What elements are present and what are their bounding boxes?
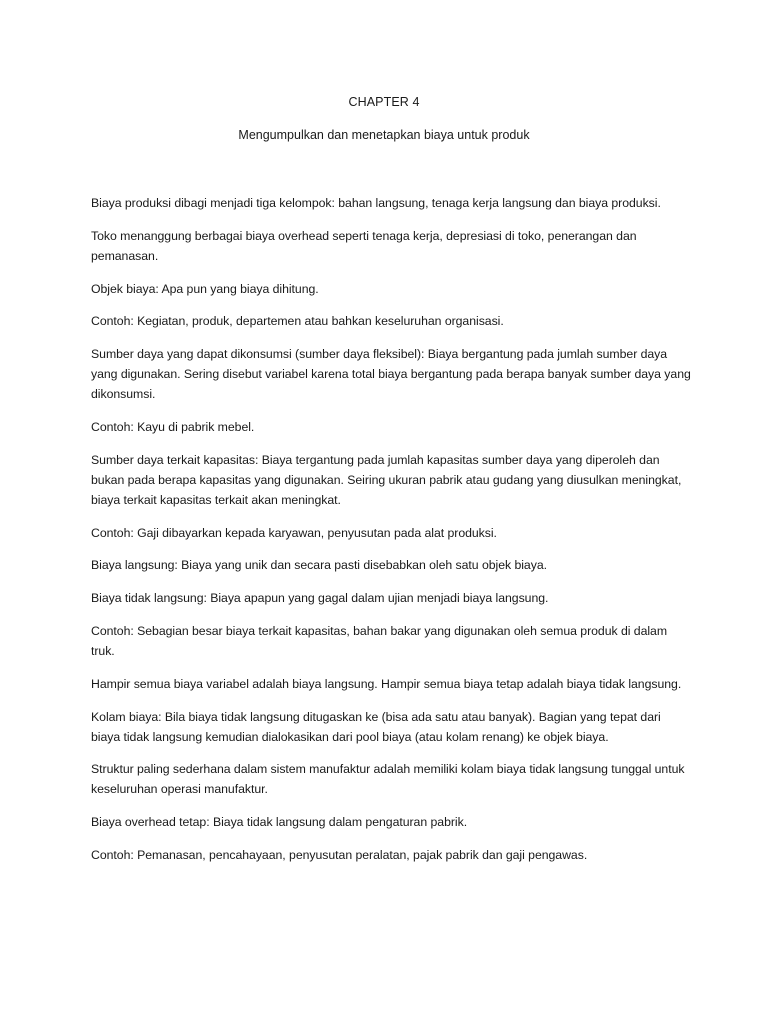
paragraph: Contoh: Sebagian besar biaya terkait kapasitas, bahan bakar yang digunakan oleh semua produk di dalam truk. xyxy=(91,623,668,658)
paragraph: Toko menanggung berbagai biaya overhead seperti tenaga kerja, depresiasi di toko, penerangan dan pemanasan. xyxy=(91,228,637,263)
paragraph: Contoh: Kegiatan, produk, departemen atau bahkan keseluruhan organisasi. xyxy=(91,314,504,329)
chapter-subtitle: Mengumpulkan dan menetapkan biaya untuk produk xyxy=(238,128,530,142)
chapter-heading: CHAPTER 4 xyxy=(348,95,420,109)
paragraph: Biaya langsung: Biaya yang unik dan secara pasti disebabkan oleh satu objek biaya. xyxy=(91,558,547,573)
paragraph: Kolam biaya: Bila biaya tidak langsung ditugaskan ke (bisa ada satu atau banyak). Bagian yang tepat dari biaya tidak langsung kemudian dialokasikan dari pool biaya (atau kolam renang) ke objek biaya. xyxy=(91,709,661,744)
paragraph: Sumber daya terkait kapasitas: Biaya tergantung pada jumlah kapasitas sumber daya yang diperoleh dan bukan pada berapa kapasitas yang digunakan. Seiring ukuran pabrik atau gudang yang diusulkan meningkat, biaya terkait kapasitas terkait akan meningkat. xyxy=(91,452,682,507)
paragraph: Contoh: Kayu di pabrik mebel. xyxy=(91,419,255,434)
paragraph: Objek biaya: Apa pun yang biaya dihitung. xyxy=(91,281,319,296)
paragraph: Hampir semua biaya variabel adalah biaya langsung. Hampir semua biaya tetap adalah biaya tidak langsung. xyxy=(91,676,682,691)
paragraph: Struktur paling sederhana dalam sistem manufaktur adalah memiliki kolam biaya tidak langsung tunggal untuk keseluruhan operasi manufaktur. xyxy=(91,762,685,797)
paragraph: Biaya produksi dibagi menjadi tiga kelompok: bahan langsung, tenaga kerja langsung dan biaya produksi. xyxy=(91,196,661,210)
paragraph: Contoh: Pemanasan, pencahayaan, penyusutan peralatan, pajak pabrik dan gaji pengawas. xyxy=(91,847,588,862)
paragraph: Sumber daya yang dapat dikonsumsi (sumber daya fleksibel): Biaya bergantung pada jumlah sumber daya yang digunakan. Sering disebut variabel karena total biaya bergantung pada berapa banyak sumber daya yang dikonsumsi. xyxy=(91,347,691,402)
paragraph: Contoh: Gaji dibayarkan kepada karyawan, penyusutan pada alat produksi. xyxy=(91,525,497,540)
document-body xyxy=(91,193,691,878)
paragraph: Biaya overhead tetap: Biaya tidak langsung dalam pengaturan pabrik. xyxy=(91,815,468,830)
paragraph: Biaya tidak langsung: Biaya apapun yang gagal dalam ujian menjadi biaya langsung. xyxy=(91,591,549,606)
